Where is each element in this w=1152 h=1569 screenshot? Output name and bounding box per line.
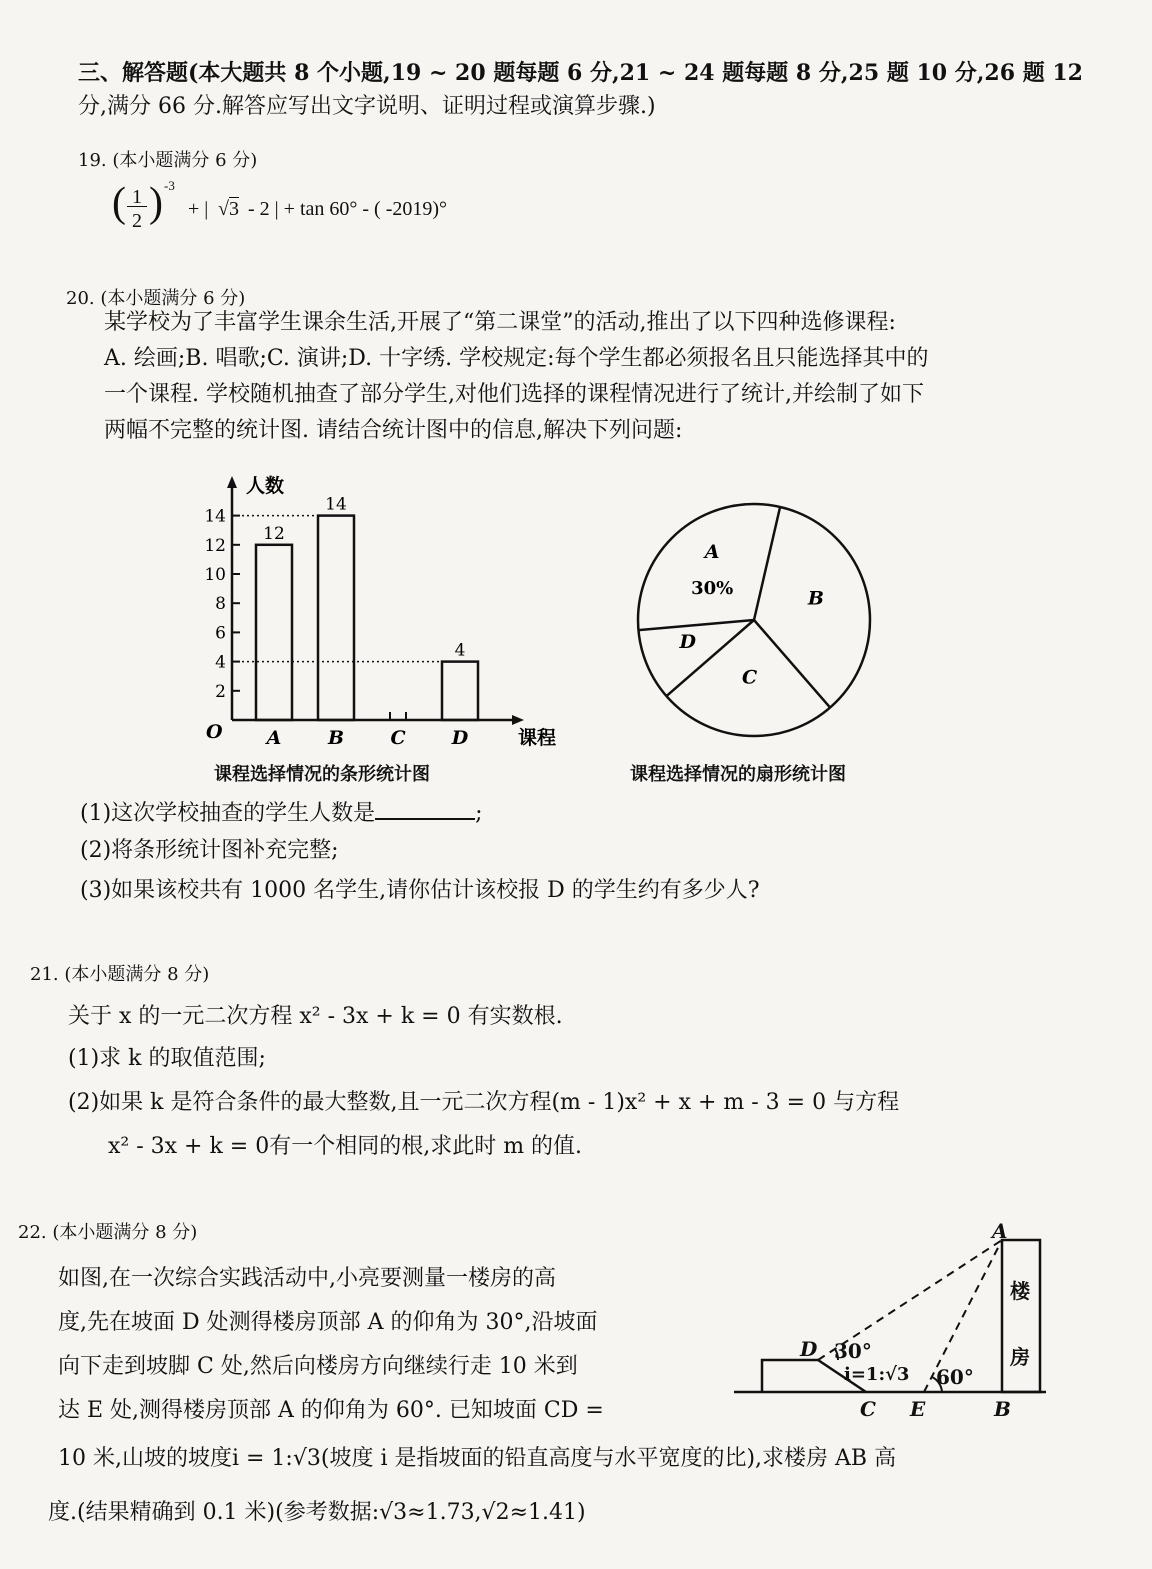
q21-line2: (1)求 k 的取值范围; (68, 1046, 266, 1071)
x-axis-arrow (512, 715, 524, 725)
origin-label: O (206, 721, 223, 743)
data-label-A: 12 (263, 523, 285, 544)
slope-label: i=1:√3 (844, 1364, 910, 1385)
slice-boundary-A (638, 620, 754, 630)
slice-percent-A: 30% (691, 577, 734, 599)
q21-line4: x² - 3x + k = 0有一个相同的根,求此时 m 的值. (108, 1134, 583, 1159)
q20-body-1: 某学校为了丰富学生课余生活,开展了“第二课堂”的活动,推出了以下四种选修课程: (104, 310, 896, 335)
slice-boundary-B (754, 507, 780, 620)
building-label-2: 房 (1010, 1345, 1030, 1369)
q19-part-b: - 2 | + tan 60° - ( -2019)° (248, 198, 448, 220)
data-label-D: 4 (454, 640, 466, 661)
category-label-A: A (266, 727, 282, 749)
angle-label-e: 60° (936, 1365, 974, 1389)
q22-body-3: 向下走到坡脚 C 处,然后向楼房方向继续行走 10 米到 (58, 1354, 578, 1379)
bar-chart-caption: 课程选择情况的条形统计图 (214, 764, 430, 785)
q21-heading: 21. (本小题满分 8 分) (30, 964, 210, 985)
q19-frac-num: 1 (132, 186, 142, 208)
q22-body-4: 达 E 处,测得楼房顶部 A 的仰角为 60°. 已知坡面 CD = (58, 1398, 604, 1423)
q20-body-2: A. 绘画;B. 唱歌;C. 演讲;D. 十字绣. 学校规定:每个学生都必须报名且只能选择其中的 (104, 346, 929, 371)
q20-body-4: 两幅不完整的统计图. 请结合统计图中的信息,解决下列问题: (104, 418, 683, 443)
y-axis-arrow (227, 476, 237, 488)
label-c: C (860, 1397, 876, 1421)
section-header-line1: 三、解答题(本大题共 8 个小题,19 ~ 20 题每题 6 分,21 ~ 24 题每题 8 分,25 题 10 分,26 题 12 (78, 60, 1083, 86)
y-axis-label: 人数 (246, 475, 285, 497)
building (1002, 1240, 1040, 1392)
q19-part-a: + | (188, 198, 209, 220)
q19-sqrt: 3 (228, 198, 239, 220)
q20-sub1-end: ; (475, 801, 483, 826)
section-header-line2: 分,满分 66 分.解答应写出文字说明、证明过程或演算步骤.) (78, 94, 656, 119)
bar-D (442, 662, 478, 720)
building-figure (726, 1219, 1146, 1424)
bar-A (256, 545, 292, 720)
y-tick-label: 8 (215, 594, 226, 615)
y-tick-label: 12 (204, 535, 226, 556)
x-axis-label: 课程 (518, 727, 557, 749)
q22-line6: 度.(结果精确到 0.1 米)(参考数据:√3≈1.73,√2≈1.41) (48, 1500, 586, 1525)
slice-label-D: D (679, 631, 697, 654)
label-b: B (994, 1397, 1011, 1421)
q20-sub2: (2)将条形统计图补充完整; (80, 838, 339, 863)
label-d: D (800, 1337, 818, 1361)
q19-frac-den: 2 (132, 210, 142, 232)
data-label-B: 14 (325, 494, 347, 515)
y-tick-label: 4 (215, 652, 226, 673)
q21-line3: (2)如果 k 是符合条件的最大整数,且一元二次方程(m - 1)x² + x + m - 3 = 0 与方程 (68, 1090, 900, 1115)
q20-sub1 (80, 798, 483, 827)
slice-label-C: C (741, 666, 758, 689)
q22-line5: 10 米,山坡的坡度i = 1:√3(坡度 i 是指坡面的铅直高度与水平宽度的比),求楼房 AB 高 (58, 1446, 897, 1471)
y-tick-label: 2 (215, 681, 226, 702)
category-label-B: B (327, 727, 345, 749)
angle-label-d: 30° (834, 1339, 872, 1363)
pie-chart-caption: 课程选择情况的扇形统计图 (630, 764, 846, 785)
building-label-1: 楼 (1010, 1279, 1030, 1303)
slice-label-B: B (807, 587, 824, 610)
slice-label-A: A (704, 540, 720, 563)
bar-B (318, 516, 354, 720)
category-label-C: C (390, 727, 406, 749)
q19-heading: 19. (本小题满分 6 分) (78, 150, 258, 171)
q19-exponent: -3 (164, 178, 175, 193)
y-tick-label: 14 (204, 506, 226, 527)
slice-boundary-C (754, 620, 830, 708)
q21-line1: 关于 x 的一元二次方程 x² - 3x + k = 0 有实数根. (68, 1004, 563, 1029)
answer-blank[interactable] (375, 798, 475, 820)
q20-sub3: (3)如果该校共有 1000 名学生,请你估计该校报 D 的学生约有多少人? (80, 878, 760, 903)
q20-heading: 20. (本小题满分 6 分) (66, 288, 246, 309)
q22-heading: 22. (本小题满分 8 分) (18, 1222, 198, 1243)
pie-chart (634, 500, 874, 740)
q20-body-3: 一个课程. 学校随机抽查了部分学生,对他们选择的课程情况进行了统计,并绘制了如下 (104, 382, 924, 407)
q22-body-1: 如图,在一次综合实践活动中,小亮要测量一楼房的高 (58, 1266, 556, 1291)
category-label-D: D (451, 727, 469, 749)
y-tick-label: 6 (215, 623, 226, 644)
bar-chart (190, 472, 557, 752)
q20-sub1-text: (1)这次学校抽查的学生人数是 (80, 801, 376, 826)
y-tick-label: 10 (204, 565, 226, 585)
q22-body-2: 度,先在坡面 D 处测得楼房顶部 A 的仰角为 30°,沿坡面 (58, 1310, 598, 1335)
label-e: E (910, 1397, 926, 1421)
label-a: A (992, 1219, 1008, 1243)
